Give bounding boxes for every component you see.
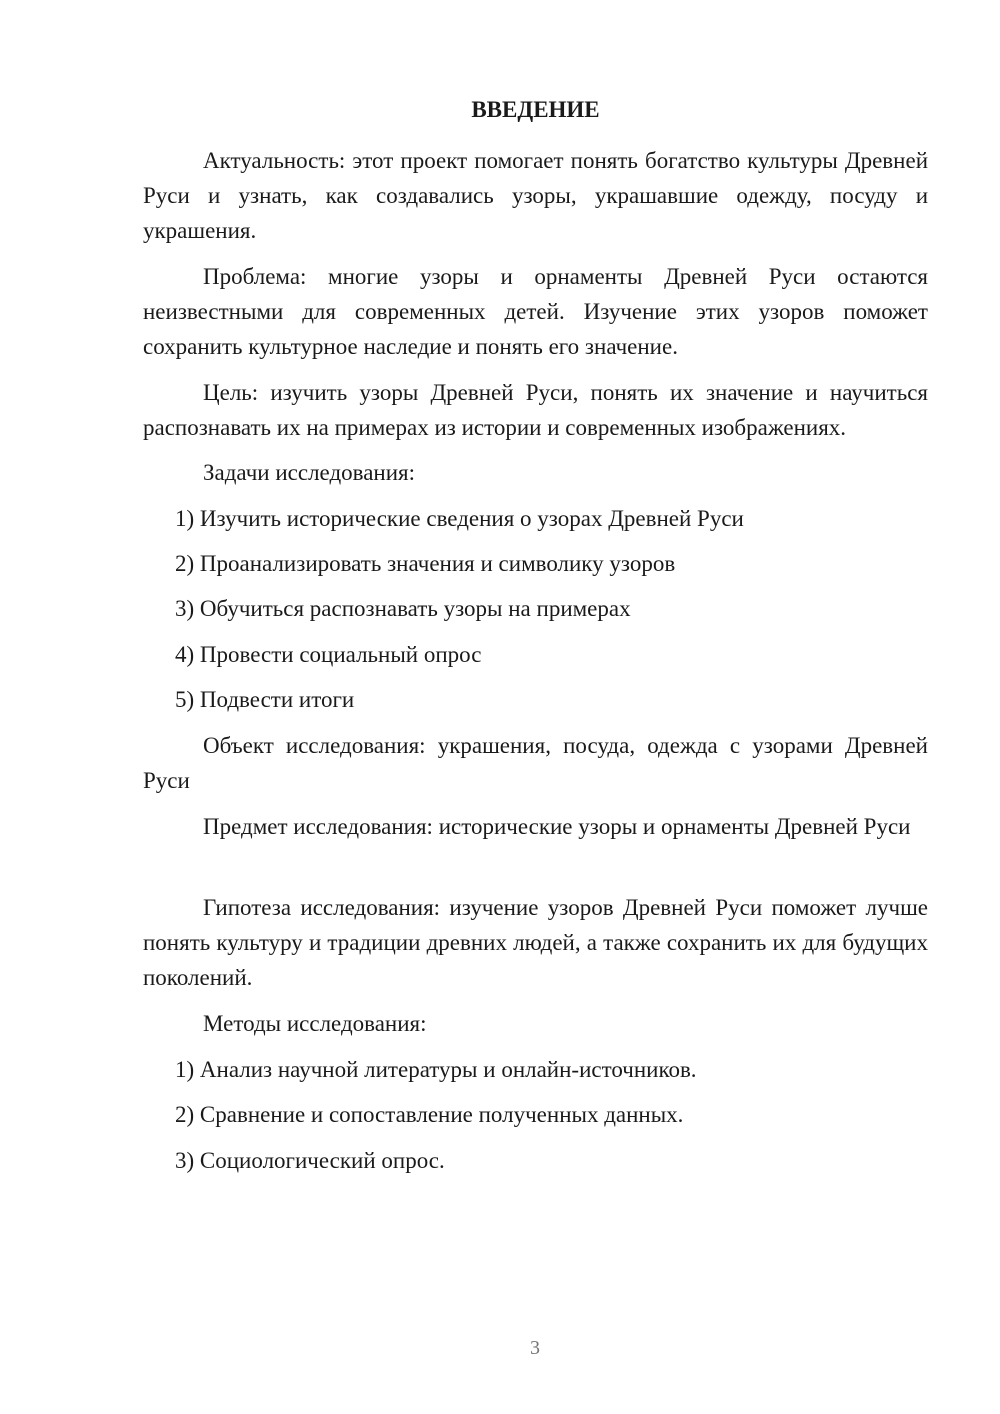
task-item-4: 4) Провести социальный опрос — [175, 642, 482, 667]
relevance-paragraph: Актуальность: этот проект помогает понять богатство культуры Древней Руси и узнать, как создавались узоры, украшавшие одежду, посуду и украшения. — [143, 148, 928, 243]
task-item-2: 2) Проанализировать значения и символику узоров — [175, 551, 676, 576]
page-title: ВВЕДЕНИЕ — [471, 97, 600, 122]
methods-heading: Методы исследования: — [203, 1011, 427, 1036]
page-number: 3 — [530, 1337, 540, 1359]
subject-paragraph: Предмет исследования: исторические узоры и орнаменты Древней Руси — [203, 814, 911, 839]
problem-paragraph: Проблема: многие узоры и орнаменты Древней Руси остаются неизвестными для современных детей. Изучение этих узоров поможет сохранить культурное наследие и понять его значение. — [143, 264, 928, 359]
task-item-1: 1) Изучить исторические сведения о узорах Древней Руси — [175, 506, 744, 531]
object-paragraph: Объект исследования: украшения, посуда, одежда с узорами Древней Руси — [143, 733, 928, 793]
method-item-2: 2) Сравнение и сопоставление полученных данных. — [175, 1102, 684, 1127]
method-item-1: 1) Анализ научной литературы и онлайн-источников. — [175, 1057, 697, 1082]
method-item-3: 3) Социологический опрос. — [175, 1148, 445, 1173]
task-item-3: 3) Обучиться распознавать узоры на примерах — [175, 596, 631, 621]
task-item-5: 5) Подвести итоги — [175, 687, 355, 712]
hypothesis-paragraph: Гипотеза исследования: изучение узоров Древней Руси поможет лучше понять культуру и традиции древних людей, а также сохранить их для будущих поколений. — [143, 895, 928, 990]
tasks-heading: Задачи исследования: — [203, 460, 416, 485]
goal-paragraph: Цель: изучить узоры Древней Руси, понять их значение и научиться распознавать их на примерах из истории и современных изображениях. — [143, 380, 928, 440]
